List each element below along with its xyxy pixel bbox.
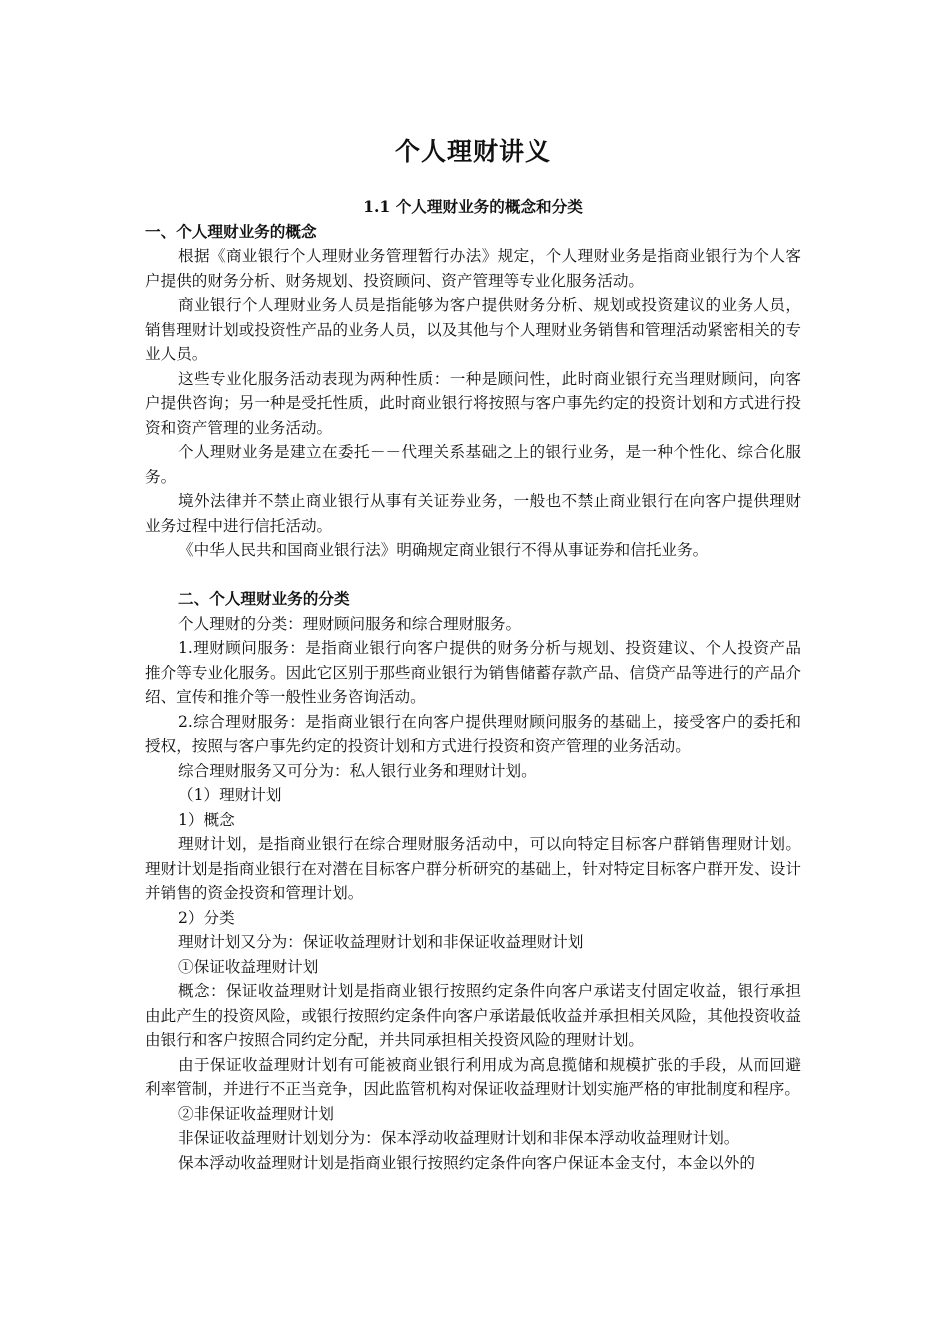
paragraph: 2.综合理财服务：是指商业银行在向客户提供理财顾问服务的基础上，接受客户的委托和授权，按照与客户事先约定的投资计划和方式进行投资和资产管理的业务活动。 — [145, 712, 801, 755]
paragraph: 《中华人民共和国商业银行法》明确规定商业银行不得从事证券和信托业务。 — [178, 541, 709, 559]
paragraph: 保本浮动收益理财计划是指商业银行按照约定条件向客户保证本金支付，本金以外的 — [178, 1153, 755, 1172]
paragraph: 个人理财业务是建立在委托－－代理关系基础之上的银行业务，是一种个性化、综合化服务。 — [145, 443, 801, 486]
heading-classification: 二、个人理财业务的分类 — [178, 589, 350, 608]
paragraph: 1.理财顾问服务：是指商业银行向客户提供的财务分析与规划、投资建议、个人投资产品推介等专业化服务。因此它区别于那些商业银行为销售储蓄存款产品、信贷产品等进行的产品介绍、宣传和推介等一般性业务咨询活动。 — [145, 639, 801, 706]
paragraph: 综合理财服务又可分为：私人银行业务和理财计划。 — [178, 761, 537, 780]
paragraph: 非保证收益理财计划划分为：保本浮动收益理财计划和非保本浮动收益理财计划。 — [178, 1129, 740, 1147]
paragraph: 由于保证收益理财计划有可能被商业银行利用成为高息揽储和规模扩张的手段，从而回避利率管制，并进行不正当竞争，因此监管机构对保证收益理财计划实施严格的审批制度和程序。 — [145, 1055, 801, 1098]
paragraph: 根据《商业银行个人理财业务管理暂行办法》规定，个人理财业务是指商业银行为个人客户提供的财务分析、财务规划、投资顾问、资产管理等专业化服务活动。 — [145, 247, 801, 290]
paragraph: 1）概念 — [178, 810, 235, 829]
section-title: 1.1 个人理财业务的概念和分类 — [363, 197, 583, 216]
heading-concept: 一、个人理财业务的概念 — [145, 221, 317, 241]
paragraph: 商业银行个人理财业务人员是指能够为客户提供财务分析、规划或投资建议的业务人员，销售理财计划或投资性产品的业务人员，以及其他与个人理财业务销售和管理活动紧密相关的专业人员。 — [145, 296, 801, 363]
paragraph: （1）理财计划 — [178, 786, 282, 804]
paragraph: 理财计划，是指商业银行在综合理财服务活动中，可以向特定目标客户群销售理财计划。理财计划是指商业银行在对潜在目标客户群分析研究的基础上，针对特定目标客户群开发、设计并销售的资金投资和管理计划。 — [145, 835, 801, 902]
paragraph: ②非保证收益理财计划 — [178, 1104, 334, 1123]
paragraph: 理财计划又分为：保证收益理财计划和非保证收益理财计划 — [178, 933, 584, 951]
paragraph: 这些专业化服务活动表现为两种性质：一种是顾问性，此时商业银行充当理财顾问，向客户提供咨询；另一种是受托性质，此时商业银行将按照与客户事先约定的投资计划和方式进行投资和资产管理的业务活动。 — [145, 369, 801, 437]
document-body — [145, 132, 801, 1175]
document-title: 个人理财讲义 — [394, 137, 551, 166]
paragraph: ①保证收益理财计划 — [178, 957, 319, 976]
paragraph: 概念：保证收益理财计划是指商业银行按照约定条件向客户承诺支付固定收益，银行承担由此产生的投资风险，或银行按照约定条件向客户承诺最低收益并承担相关风险，其他投资收益由银行和客户按照合同约定分配，并共同承担相关投资风险的理财计划。 — [145, 982, 801, 1049]
paragraph: 境外法律并不禁止商业银行从事有关证券业务，一般也不禁止商业银行在向客户提供理财业务过程中进行信托活动。 — [145, 492, 801, 535]
paragraph: 2）分类 — [178, 908, 235, 927]
paragraph: 个人理财的分类：理财顾问服务和综合理财服务。 — [178, 614, 522, 633]
